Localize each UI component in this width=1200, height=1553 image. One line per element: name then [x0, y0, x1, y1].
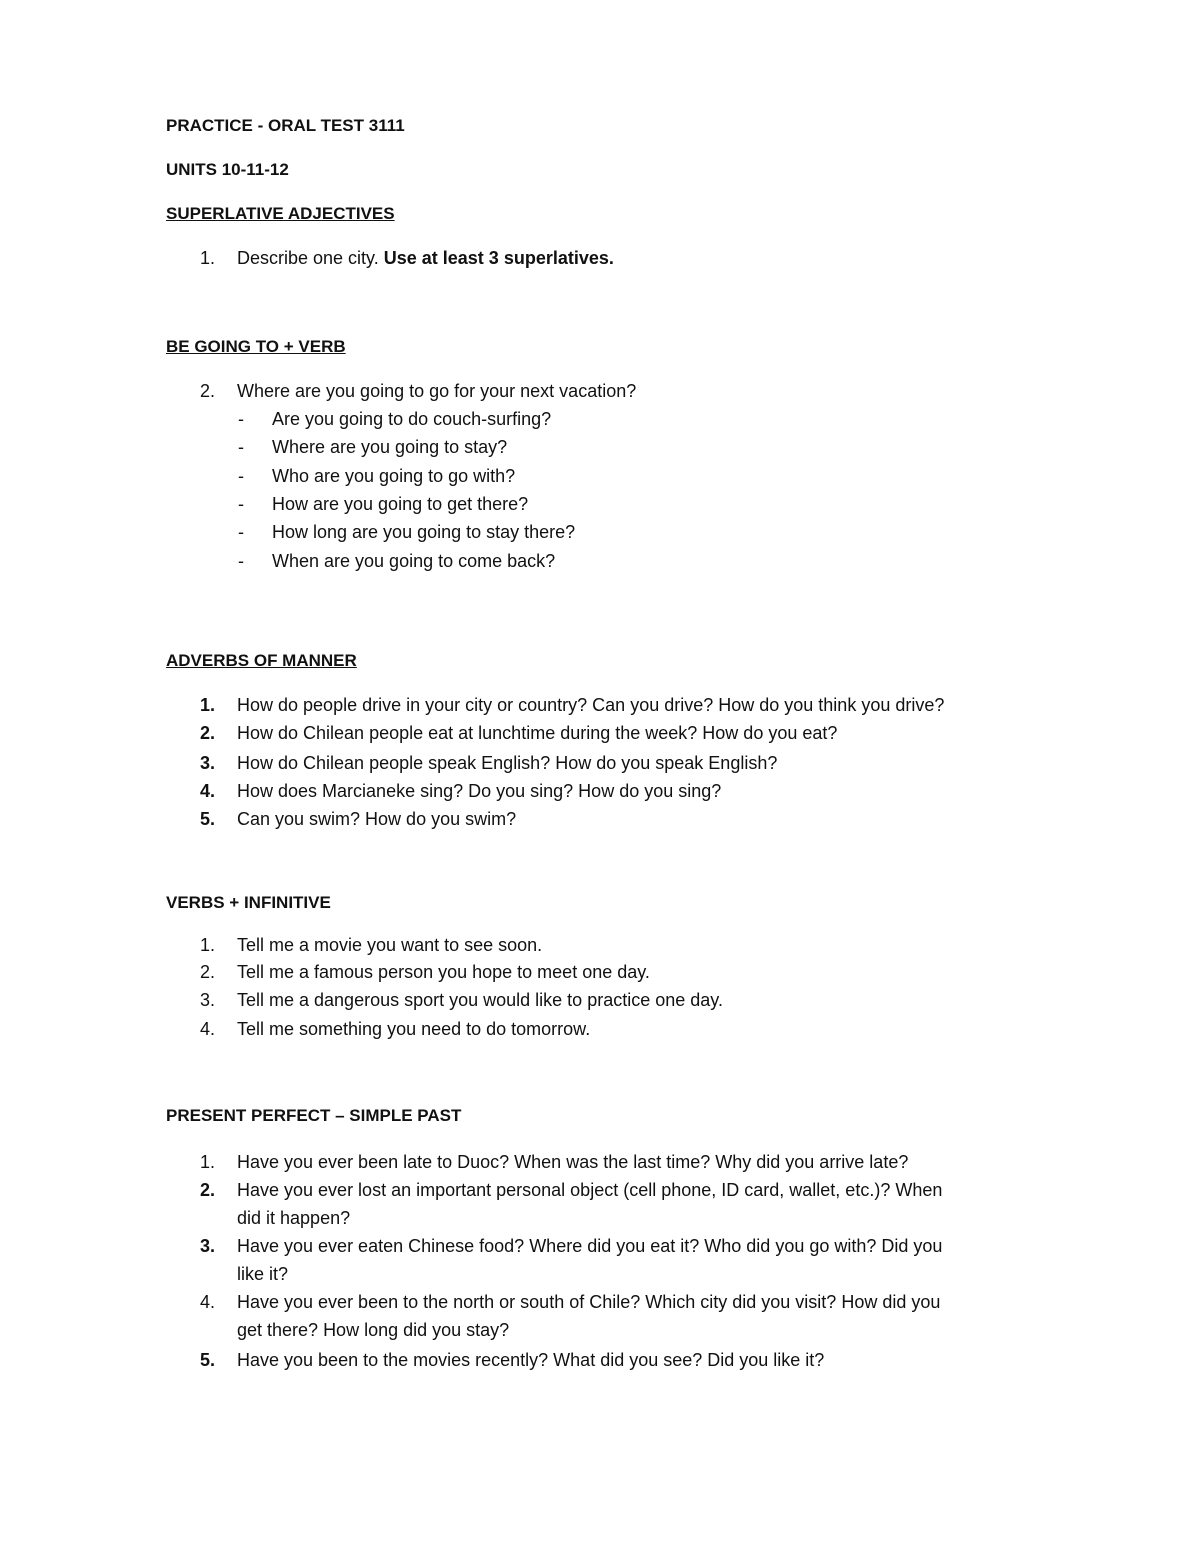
list-number: 4. [200, 1019, 216, 1039]
list-number: 3. [200, 1236, 216, 1256]
list-item: Have you ever eaten Chinese food? Where did you eat it? Who did you go with? Did you [237, 1236, 943, 1256]
list-item: Have you ever been to the north or south of Chile? Which city did you visit? How did you [237, 1292, 941, 1312]
sub-list-item: How are you going to get there? [272, 494, 529, 514]
list-item-continuation: did it happen? [237, 1208, 351, 1228]
list-number: 1. [200, 248, 216, 268]
sub-list-item: Are you going to do couch-surfing? [272, 409, 552, 429]
sub-list-item: How long are you going to stay there? [272, 522, 576, 542]
sub-list-item: Who are you going to go with? [272, 466, 516, 486]
bullet-dash: - [238, 551, 244, 571]
section-heading-infinitive: VERBS + INFINITIVE [166, 893, 331, 912]
list-number: 2. [200, 381, 216, 401]
bullet-dash: - [238, 522, 244, 542]
section-heading-adverbs: ADVERBS OF MANNER [166, 651, 357, 670]
list-item-text: Describe one city. [237, 248, 379, 268]
bullet-dash: - [238, 466, 244, 486]
list-item: Where are you going to go for your next vacation? [237, 381, 637, 401]
list-item: Have you been to the movies recently? What did you see? Did you like it? [237, 1350, 825, 1370]
list-item-continuation: like it? [237, 1264, 289, 1284]
list-number: 3. [200, 753, 216, 773]
sub-list-item: Where are you going to stay? [272, 437, 508, 457]
list-item [237, 248, 614, 268]
list-number: 2. [200, 1180, 216, 1200]
section-heading-superlatives: SUPERLATIVE ADJECTIVES [166, 204, 395, 223]
list-number: 5. [200, 809, 216, 829]
list-number: 4. [200, 1292, 216, 1312]
bullet-dash: - [238, 494, 244, 514]
bullet-dash: - [238, 409, 244, 429]
list-item: How does Marcianeke sing? Do you sing? How do you sing? [237, 781, 722, 801]
list-number: 5. [200, 1350, 216, 1370]
list-number: 2. [200, 723, 216, 743]
list-item: Tell me a famous person you hope to meet one day. [237, 962, 650, 982]
list-item: How do Chilean people eat at lunchtime during the week? How do you eat? [237, 723, 838, 743]
units-label: UNITS 10-11-12 [166, 160, 289, 179]
list-number: 1. [200, 1152, 216, 1172]
list-item: How do people drive in your city or country? Can you drive? How do you think you drive? [237, 695, 945, 715]
list-item: Tell me a movie you want to see soon. [237, 935, 543, 955]
list-item: Have you ever been late to Duoc? When was the last time? Why did you arrive late? [237, 1152, 909, 1172]
list-item: Have you ever lost an important personal object (cell phone, ID card, wallet, etc.)? When [237, 1180, 943, 1200]
list-item-continuation: get there? How long did you stay? [237, 1320, 510, 1340]
list-item: Can you swim? How do you swim? [237, 809, 517, 829]
list-number: 1. [200, 695, 216, 715]
list-item: Tell me something you need to do tomorrow. [237, 1019, 591, 1039]
list-number: 2. [200, 962, 216, 982]
list-number: 3. [200, 990, 216, 1010]
list-number: 4. [200, 781, 216, 801]
list-number: 1. [200, 935, 216, 955]
list-item-text-bold: Use at least 3 superlatives. [383, 248, 614, 268]
list-item: Tell me a dangerous sport you would like to practice one day. [237, 990, 723, 1010]
page-title: PRACTICE - ORAL TEST 3111 [166, 116, 405, 135]
sub-list-item: When are you going to come back? [272, 551, 556, 571]
section-heading-present-perfect: PRESENT PERFECT – SIMPLE PAST [166, 1106, 462, 1125]
section-heading-going-to: BE GOING TO + VERB [166, 337, 346, 356]
bullet-dash: - [238, 437, 244, 457]
list-item: How do Chilean people speak English? How do you speak English? [237, 753, 778, 773]
